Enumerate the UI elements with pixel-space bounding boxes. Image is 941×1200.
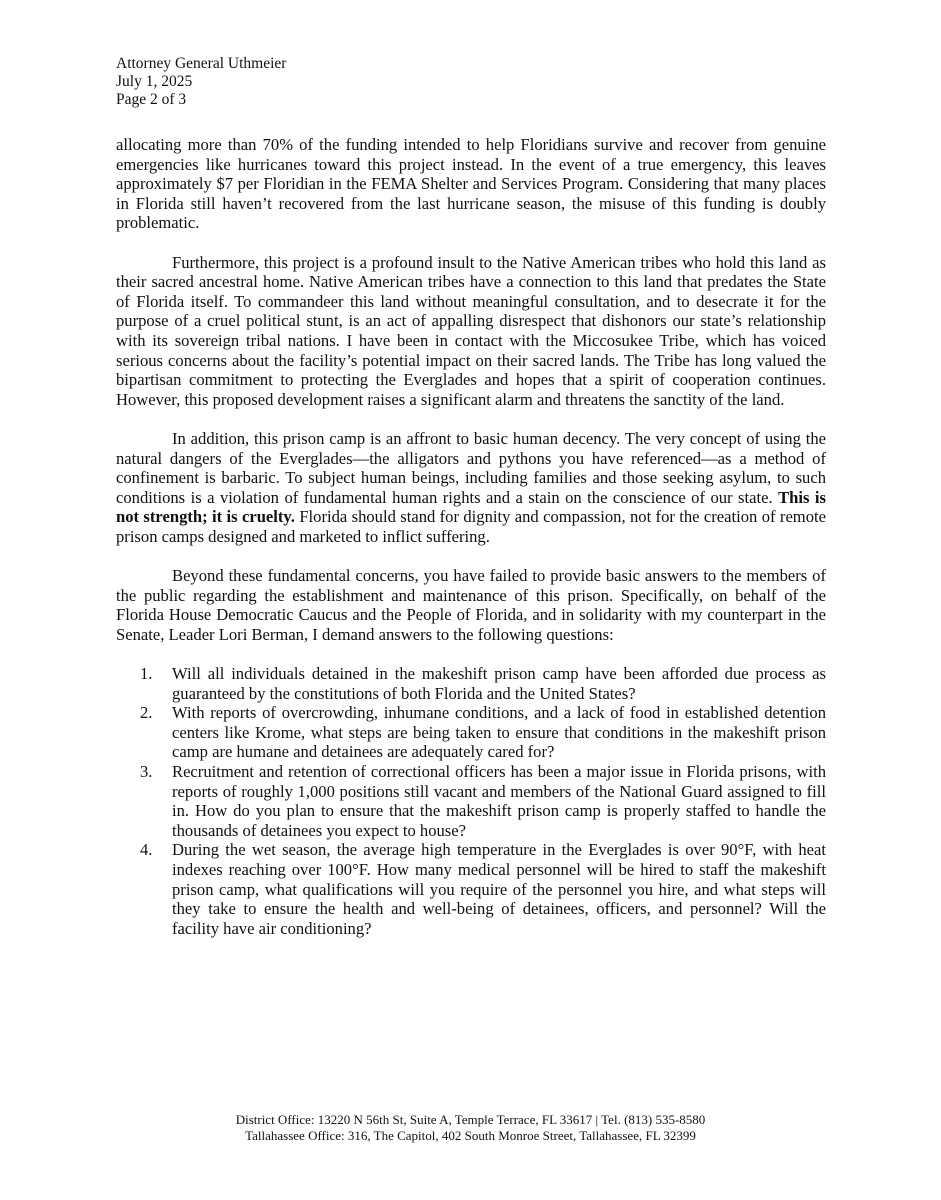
decency-bold-statement: This is not strength; it is cruelty. [116,487,826,527]
district-office-address: District Office: 13220 N 56th St, Suite A, Temple Terrace, FL 33617 | Tel. (813) 535-8580 [235,1112,706,1127]
page-number: Page 2 of 3 [116,91,187,108]
date-line: July 1, 2025 [116,73,193,90]
question-text: Will all individuals detained in the makeshift prison camp have been afforded due process as guaranteed by the constitutions of both Florida and the United States? [172,664,826,703]
paragraph-demands: Beyond these fundamental concerns, you have failed to provide basic answers to the members of the public regarding the establishment and maintenance of this prison. Specifically, on behalf of the Florida House Democratic Caucus and the People of Florida, and in solidarity with my counterpart in the Senate, Leader Lori Berman, I demand answers to the following questions: [116,566,826,644]
tallahassee-office-address: Tallahassee Office: 316, The Capitol, 402 South Monroe Street, Tallahassee, FL 32399 [245,1127,696,1143]
question-number: 1. [140,664,153,684]
letter-footer [0,1112,941,1143]
question-text: During the wet season, the average high temperature in the Everglades is over 90°F, with heat indexes reaching over 100°F. How many medical personnel will be hired to staff the makeshift prison camp, what qualifications will you require of the personnel you hire, and what steps will they take to ensure the health and well-being of detainees, officers, and personnel? Will the facility have air conditioning? [172,840,826,938]
paragraph-funding: allocating more than 70% of the funding intended to help Floridians survive and recover from genuine emergencies like hurricanes toward this project instead. In the event of a true emergency, this leaves approximately $7 per Floridian in the FEMA Shelter and Services Program. Considering that many places in Florida still haven’t recovered from the last hurricane season, the misuse of this funding is doubly problematic. [116,135,826,233]
question-item [116,664,826,703]
question-number: 4. [140,840,153,860]
paragraph-tribes: Furthermore, this project is a profound insult to the Native American tribes who hold this land as their sacred ancestral home. Native American tribes have a connection to this land that predates the State of Florida itself. To commandeer this land without meaningful consultation, and to desecrate it for the purpose of a cruel political stunt, is an act of appalling disrespect that dishonors our state’s relationship with its sovereign tribal nations. I have been in contact with the Miccosukee Tribe, which has voiced serious concerns about the facility’s potential impact on their sacred lands. The Tribe has long valued the bipartisan commitment to protecting the Everglades and hopes that a spirit of cooperation continues. However, this proposed development raises a significant alarm and threatens the sanctity of the land. [116,252,826,409]
paragraph-decency [116,429,826,547]
question-number: 2. [140,703,153,723]
question-number: 3. [140,762,153,781]
question-item [116,840,826,938]
question-item [116,762,826,840]
question-item [116,703,826,762]
question-text: With reports of overcrowding, inhumane conditions, and a lack of food in established detention centers like Krome, what steps are being taken to ensure that conditions in the makeshift prison camp are humane and detainees are adequately cared for? [172,703,826,762]
recipient-line: Attorney General Uthmeier [116,55,287,72]
letter-header [116,55,286,109]
questions-list [116,664,826,938]
decency-text-start: In addition, this prison camp is an affront to basic human decency. The very concept of using the natural dangers of the Everglades—the alligators and pythons you have referenced—as a method of confinement is barbaric. To subject human beings, including families and those seeking asylum, to such conditions is a violation of fundamental human rights and a stain on the conscience of our state. [116,428,826,507]
letter-body [116,135,826,938]
decency-text-end: Florida should stand for dignity and compassion, not for the creation of remote prison camps designed and marketed to inflict suffering. [116,507,826,546]
question-text: Recruitment and retention of correctional officers has been a major issue in Florida prisons, with reports of roughly 1,000 positions still vacant and members of the National Guard assigned to fill in. How do you plan to ensure that the makeshift prison camp is properly staffed to handle the thousands of detainees you expect to house? [172,762,826,840]
